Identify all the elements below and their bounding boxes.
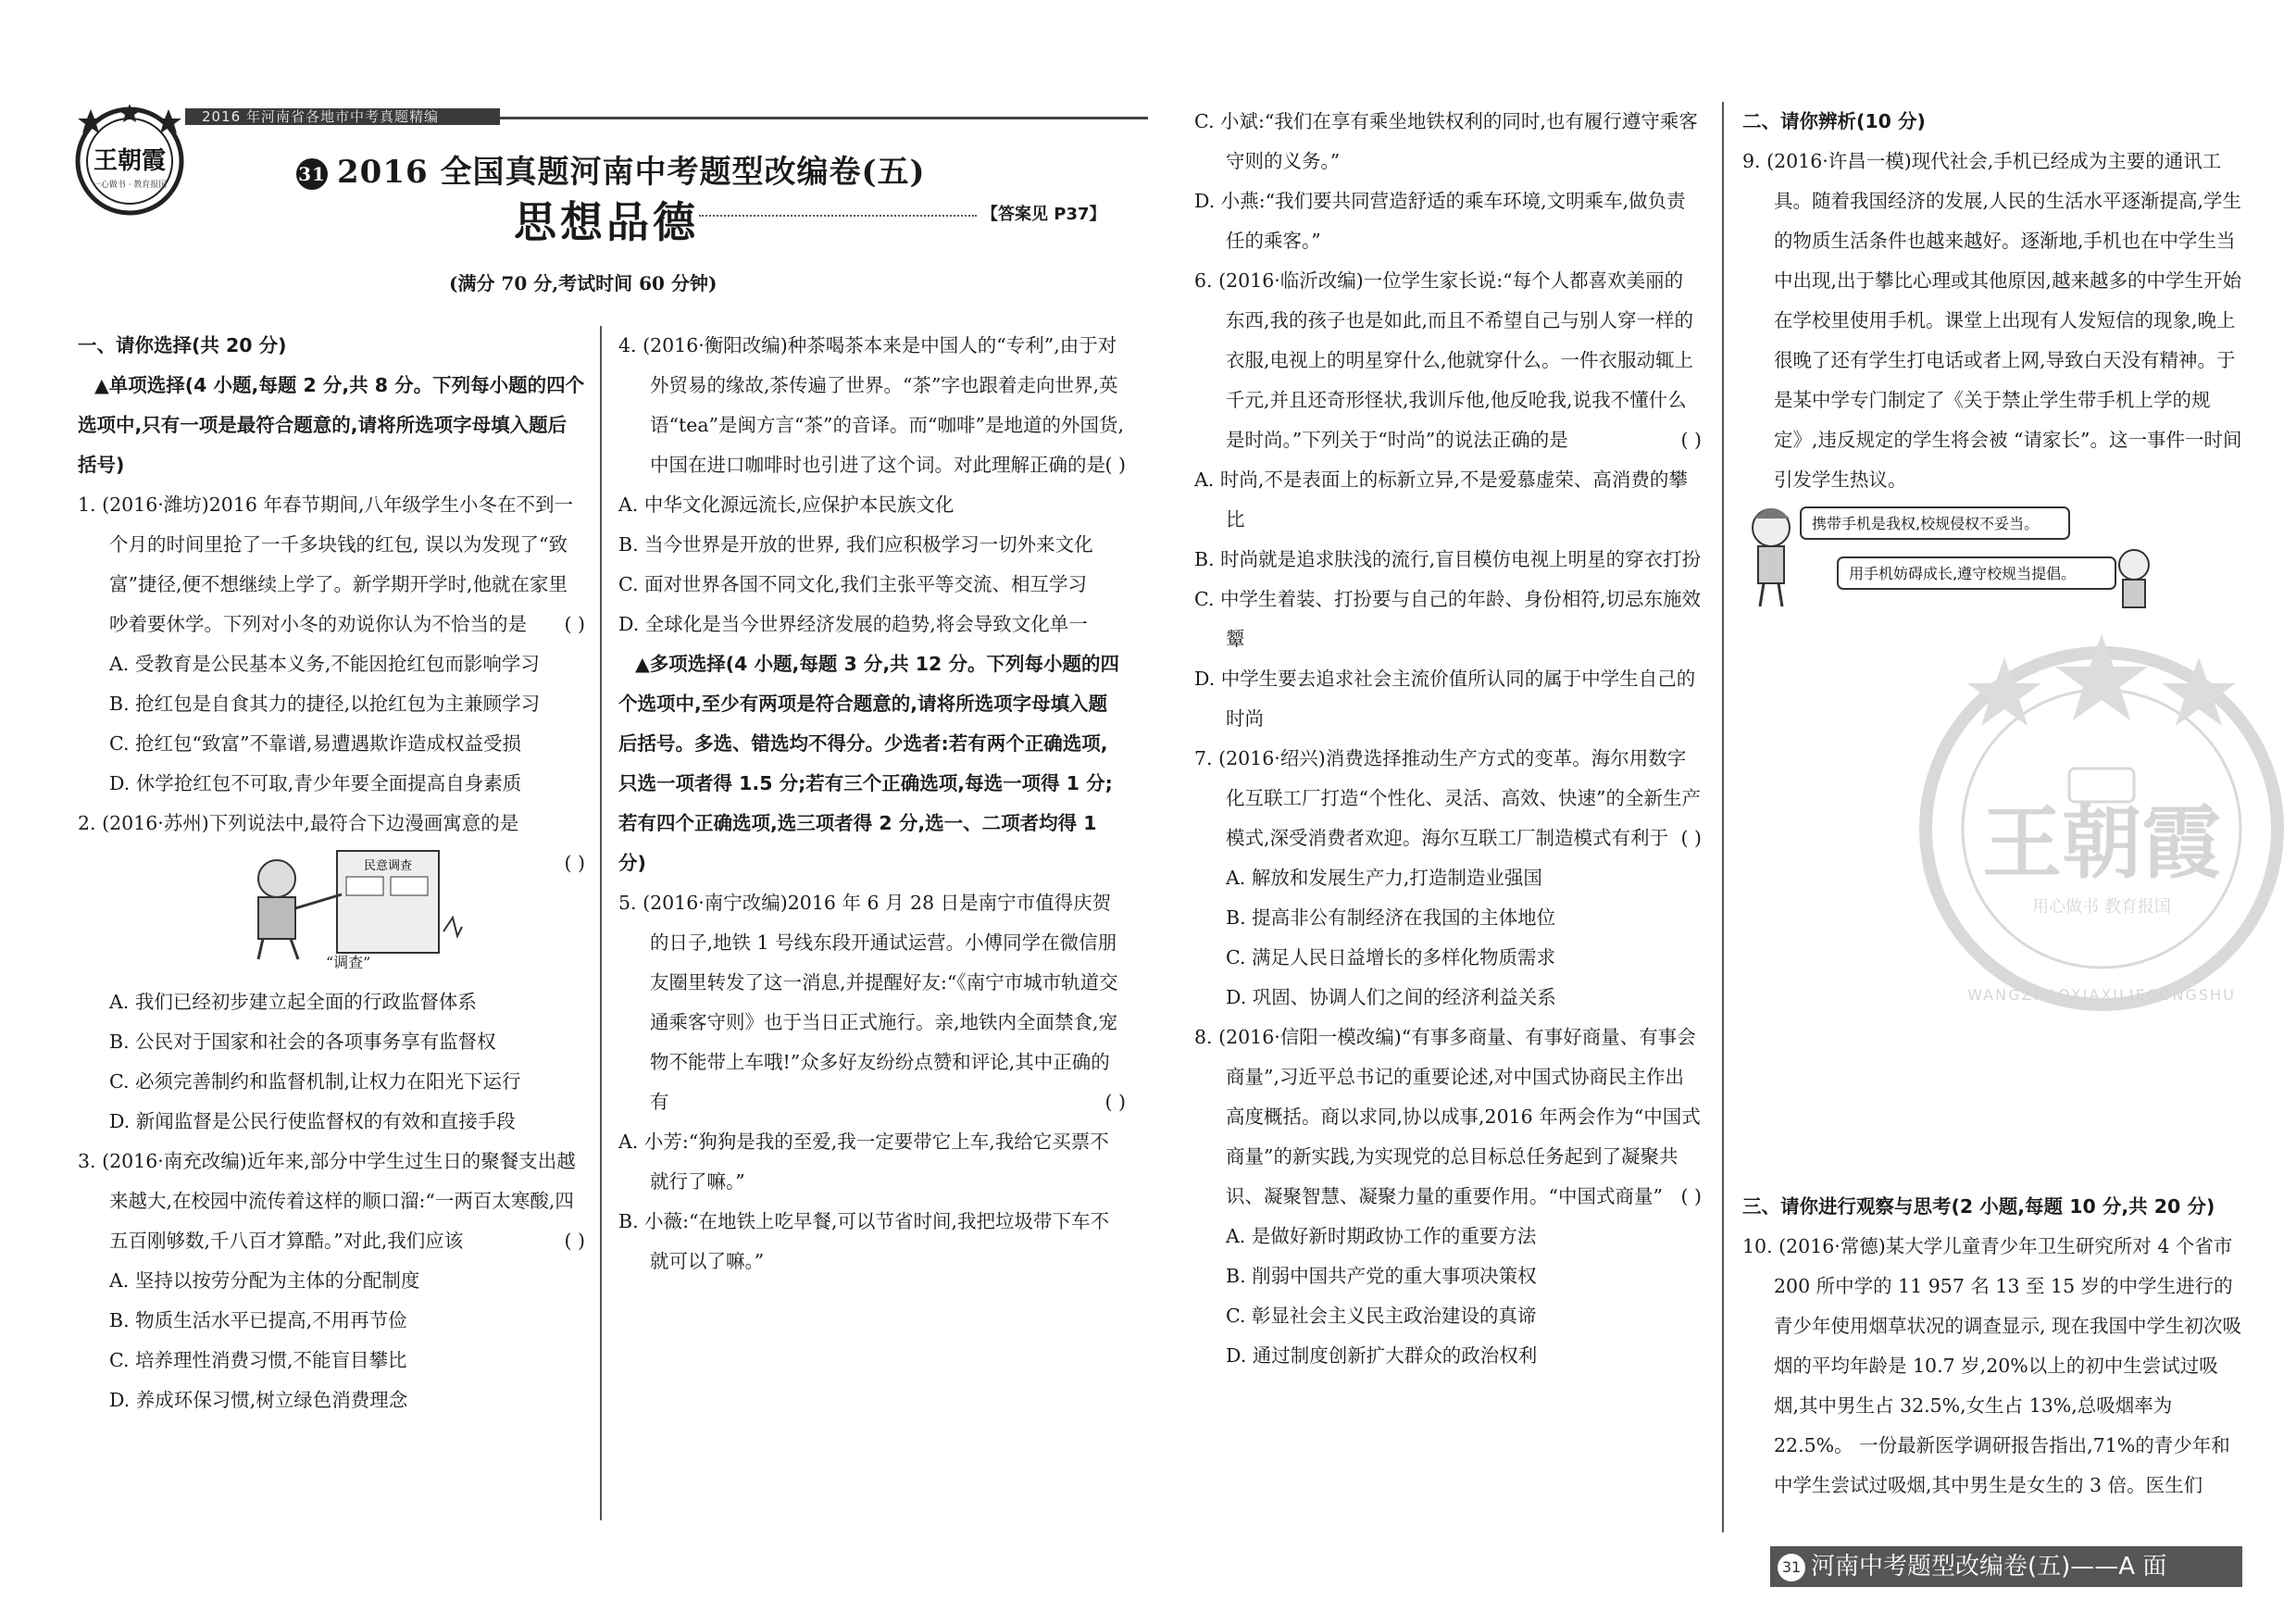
column-1	[78, 326, 585, 1420]
column-2	[618, 326, 1126, 1281]
q2-answer-bracket[interactable]: ( )	[564, 852, 585, 874]
speech-bubble-girl: 携带手机是我权,校规侵权不妥当。	[1812, 515, 2040, 532]
question-8: 8. (2016·信阳一模改编)“有事多商量、有事好商量、有事会商量”,习近平总书记的重要论述,对中国式协商民主作出高度概括。商以求同,协以成事,2016 年两会作为“中国式商量”的新实践,为实现党的总目标总任务起到了凝聚共识、凝聚智慧、凝聚力量的重要作用。“中国式商量”	[1194, 1026, 1701, 1207]
watermark-name: 王朝霞	[1982, 796, 2221, 890]
q7-option-a[interactable]: A. 解放和发展生产力,打造制造业强国	[1226, 867, 1542, 889]
question-4: 4. (2016·衡阳改编)种茶喝茶本来是中国人的“专利”,由于对外贸易的缘故,茶传遍了世界。“茶”字也跟着走向世界,英语“tea”是闽方言“茶”的音译。而“咖啡”是地道的外国货,中国在进口咖啡时也引进了这个词。对此理解正确的是	[618, 334, 1124, 476]
column-divider-3	[1722, 102, 1724, 1532]
publisher-logo	[72, 104, 187, 219]
q2-option-b[interactable]: B. 公民对于国家和社会的各项事务享有监督权	[109, 1031, 496, 1053]
q2-cartoon	[226, 843, 467, 964]
question-10: 10. (2016·常德)某大学儿童青少年卫生研究所对 4 个省市 200 所中学的 11 957 名 13 至 15 岁的中学生进行的青少年使用烟草状况的调查显示, 现在我国中学生初次吸烟的平均年龄是 10.7 岁,20%以上的初中生尝试过吸烟,其中男生占 32.5%,女生占 13%,总吸烟率为 22.5%。 一份最新医学调研报告指出,71%的青少年和中学生尝试过吸烟,其中男生是女生的 3 倍。医生们	[1742, 1235, 2242, 1496]
logo-name: 王朝霞	[93, 147, 167, 175]
q5-answer-bracket[interactable]: ( )	[1104, 1091, 1126, 1113]
q2-option-a[interactable]: A. 我们已经初步建立起全面的行政监督体系	[109, 991, 477, 1013]
q5-option-a[interactable]: A. 小芳:“狗狗是我的至爱,我一定要带它上车,我给它买票不就行了嘛。”	[618, 1131, 1109, 1193]
q3-answer-bracket[interactable]: ( )	[564, 1230, 585, 1252]
series-bar: 2016 年河南省各地市中考真题精编	[185, 108, 500, 125]
speech-bubble-boy: 用手机妨碍成长,遵守校规当提倡。	[1849, 565, 2077, 582]
q4-option-d[interactable]: D. 全球化是当今世界经济发展的趋势,将会导致文化单一	[618, 613, 1088, 635]
q6-answer-bracket[interactable]: ( )	[1680, 429, 1702, 451]
q6-option-d[interactable]: D. 中学生要去追求社会主流价值所认同的属于中学生自己的时尚	[1194, 668, 1696, 730]
answer-reference: 【答案见 P37】	[981, 205, 1106, 224]
footer-text: 河南中考题型改编卷(五)——A 面	[1811, 1553, 2167, 1581]
q4-option-a[interactable]: A. 中华文化源远流长,应保护本民族文化	[618, 494, 955, 516]
q8-option-b[interactable]: B. 削弱中国共产党的重大事项决策权	[1226, 1265, 1537, 1287]
cartoon-caption: “调查”	[326, 954, 371, 971]
q7-option-b[interactable]: B. 提高非公有制经济在我国的主体地位	[1226, 906, 1556, 929]
paper-title	[296, 146, 926, 192]
q2-option-d[interactable]: D. 新闻监督是公民行使监督权的有效和直接手段	[109, 1110, 516, 1132]
q4-option-b[interactable]: B. 当今世界是开放的世界, 我们应积极学习一切外来文化	[618, 533, 1093, 556]
section-1-heading: 一、请你选择(共 20 分)	[78, 334, 287, 356]
q8-option-c[interactable]: C. 彰显社会主义民主政治建设的真谛	[1226, 1305, 1537, 1327]
q6-option-a[interactable]: A. 时尚,不是表面上的标新立异,不是爱慕虚荣、高消费的攀比	[1194, 469, 1688, 531]
question-3: 3. (2016·南充改编)近年来,部分中学生过生日的聚餐支出越来越大,在校园中流传着这样的顺口溜:“一两百太寒酸,四五百刚够数,千八百才算酷。”对此,我们应该	[78, 1150, 576, 1252]
question-2: 2. (2016·苏州)下列说法中,最符合下边漫画寓意的是	[78, 812, 519, 834]
column-4	[1742, 102, 2242, 500]
q2-cartoon-block	[78, 843, 585, 982]
paper-title-text: 2016 全国真题河南中考题型改编卷(五)	[337, 154, 926, 191]
question-1: 1. (2016·潍坊)2016 年春节期间,八年级学生小冬在不到一个月的时间里抢了一千多块钱的红包, 误以为发现了“致富”捷径,便不想继续上学了。新学期开学时,他就在家里吵着要休学。下列对小冬的劝说你认为不恰当的是	[78, 494, 573, 635]
column-3	[1194, 102, 1702, 1376]
q7-option-c[interactable]: C. 满足人民日益增长的多样化物质需求	[1226, 946, 1555, 968]
column-4-lower	[1742, 1187, 2242, 1506]
publisher-watermark	[1903, 630, 2296, 1028]
multi-choice-instructions: ▲多项选择(4 小题,每题 3 分,共 12 分。下列每小题的四个选项中,至少有两项是符合题意的,请将所选项字母填入题后括号。多选、错选均不得分。少选者:若有两个正确选项,只选一项者得 1.5 分;若有三个正确选项,每选一项得 1 分;若有四个正确选项,选三项者得 2 分,选一、二项者均得 1 分)	[618, 653, 1119, 874]
q8-option-d[interactable]: D. 通过制度创新扩大群众的政治权利	[1226, 1344, 1538, 1367]
question-7: 7. (2016·绍兴)消费选择推动生产方式的变革。海尔用数字化互联工厂打造“个性化、灵活、高效、快速”的全新生产模式,深受消费者欢迎。海尔互联工厂制造模式有利于	[1194, 747, 1701, 849]
q3-option-d[interactable]: D. 养成环保习惯,树立绿色消费理念	[109, 1389, 408, 1411]
logo-motto: 一心做书 · 教育报国	[92, 181, 168, 190]
q3-option-a[interactable]: A. 坚持以按劳分配为主体的分配制度	[109, 1269, 420, 1292]
column-divider-1	[600, 326, 602, 1520]
q4-option-c[interactable]: C. 面对世界各国不同文化,我们主张平等交流、相互学习	[618, 573, 1088, 595]
q8-answer-bracket[interactable]: ( )	[1680, 1185, 1702, 1207]
q7-option-d[interactable]: D. 巩固、协调人们之间的经济利益关系	[1226, 986, 1556, 1008]
exam-number-badge: 31	[296, 158, 328, 190]
q4-answer-bracket[interactable]: ( )	[1104, 454, 1126, 476]
cartoon-board-label: 民意调查	[363, 859, 413, 873]
section-2-heading: 二、请你辨析(10 分)	[1742, 110, 1926, 132]
q8-option-a[interactable]: A. 是做好新时期政协工作的重要方法	[1226, 1225, 1537, 1247]
question-9: 9. (2016·许昌一模)现代社会,手机已经成为主要的通讯工具。随着我国经济的发展,人民的生活水平逐渐提高,学生的物质生活条件也越来越好。逐渐地,手机也在中学生当中出现,出于攀比心理或其他原因,越来越多的中学生开始在学校里使用手机。课堂上出现有人发短信的现象,晚上很晚了还有学生打电话或者上网,导致白天没有精神。于是某中学专门制定了《关于禁止学生带手机上学的规定》,违反规定的学生将会被 “请家长”。这一事件一时间引发学生热议。	[1742, 150, 2242, 491]
watermark-pinyin: WANGZHAOXIAXILIECONGSHU	[1967, 986, 2236, 1004]
q7-answer-bracket[interactable]: ( )	[1680, 827, 1702, 849]
single-choice-instructions: ▲单项选择(4 小题,每题 2 分,共 8 分。下列每小题的四个选项中,只有一项是最符合题意的,请将所选项字母填入题后括号)	[78, 374, 585, 476]
header-rule	[500, 117, 1148, 119]
q5-option-c[interactable]: C. 小斌:“我们在享有乘坐地铁权利的同时,也有履行遵守乘客守则的义务。”	[1194, 110, 1698, 172]
q1-option-a[interactable]: A. 受教育是公民基本义务,不能因抢红包而影响学习	[109, 653, 540, 675]
watermark-motto: 用心做书 教育报国	[2032, 897, 2171, 917]
dotted-leader	[699, 215, 977, 217]
q1-answer-bracket[interactable]: ( )	[564, 613, 585, 635]
q2-option-c[interactable]: C. 必须完善制约和监督机制,让权力在阳光下运行	[109, 1070, 521, 1093]
footer-number-badge: 31	[1778, 1554, 1805, 1581]
q3-option-b[interactable]: B. 物质生活水平已提高,不用再节俭	[109, 1309, 407, 1331]
q1-option-b[interactable]: B. 抢红包是自食其力的捷径,以抢红包为主兼顾学习	[109, 693, 541, 715]
q9-debate-illustration	[1745, 500, 2152, 611]
page-footer	[1770, 1546, 2242, 1587]
q6-option-b[interactable]: B. 时尚就是追求肤浅的流行,盲目模仿电视上明星的穿衣打扮	[1194, 548, 1702, 570]
question-5: 5. (2016·南宁改编)2016 年 6 月 28 日是南宁市值得庆贺的日子,地铁 1 号线东段开通试运营。小傅同学在微信朋友圈里转发了这一消息,并提醒好友:“《南宁市城市轨道交通乘客守则》也于当日正式施行。亲,地铁内全面禁食,宠物不能带上车哦!”众多好友纷纷点赞和评论,其中正确的有	[618, 892, 1118, 1113]
subject-title: 思想品德	[514, 197, 699, 247]
q1-option-c[interactable]: C. 抢红包“致富”不靠谱,易遭遇欺诈造成权益受损	[109, 732, 521, 755]
q5-option-d[interactable]: D. 小燕:“我们要共同营造舒适的乘车环境,文明乘车,做负责任的乘客。”	[1194, 190, 1686, 252]
q3-option-c[interactable]: C. 培养理性消费习惯,不能盲目攀比	[109, 1349, 407, 1371]
q5-option-b[interactable]: B. 小薇:“在地铁上吃早餐,可以节省时间,我把垃圾带下车不就可以了嘛。”	[618, 1210, 1110, 1272]
exam-info: (满分 70 分,考试时间 60 分钟)	[449, 272, 718, 294]
q6-option-c[interactable]: C. 中学生着装、打扮要与自己的年龄、身份相符,切忌东施效颦	[1194, 588, 1702, 650]
question-6: 6. (2016·临沂改编)一位学生家长说:“每个人都喜欢美丽的东西,我的孩子也是如此,而且不希望自己与别人穿一样的衣服,电视上的明星穿什么,他就穿什么。一件衣服动辄上千元,并且还奇形怪状,我训斥他,他反呛我,说我不懂什么是时尚。”下列关于“时尚”的说法正确的是	[1194, 269, 1694, 451]
q1-option-d[interactable]: D. 休学抢红包不可取,青少年要全面提高自身素质	[109, 772, 522, 794]
section-3-heading: 三、请你进行观察与思考(2 小题,每题 10 分,共 20 分)	[1742, 1195, 2215, 1218]
